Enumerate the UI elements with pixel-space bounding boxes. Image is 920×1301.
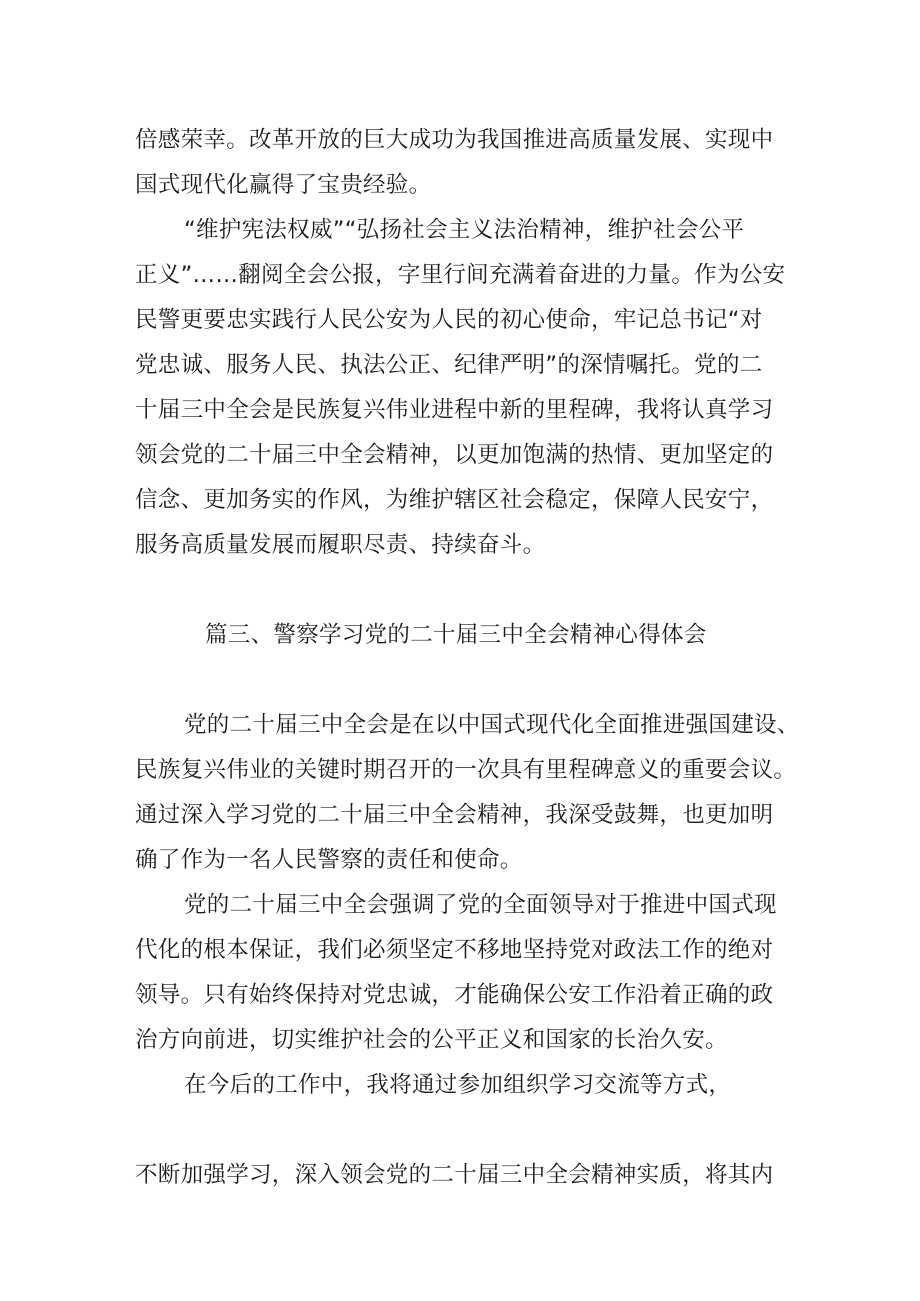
paragraph-1-line-2: 国式现代化赢得了宝贵经验。: [135, 172, 432, 198]
paragraph-2-line-6: 领会党的二十届三中全会精神，以更加饱满的热情、更加坚定的: [135, 442, 774, 468]
paragraph-3-line-3: 通过深入学习党的二十届三中全会精神，我深受鼓舞，也更加明: [135, 802, 774, 828]
paragraph-3-line-2: 民族复兴伟业的关键时期召开的一次具有里程碑意义的重要会议。: [135, 757, 797, 783]
paragraph-4-line-3: 领导。只有始终保持对党忠诚，才能确保公安工作沿着正确的政: [135, 982, 774, 1008]
paragraph-2-line-8: 服务高质量发展而履职尽责、持续奋斗。: [135, 532, 546, 558]
paragraph-3-line-4: 确了作为一名人民警察的责任和使命。: [135, 847, 523, 873]
paragraph-5-line-1: 在今后的工作中，我将通过参加组织学习交流等方式，: [184, 1072, 732, 1098]
paragraph-4-line-4: 治方向前进，切实维护社会的公平正义和国家的长治久安。: [135, 1027, 728, 1053]
paragraph-3-line-1: 党的二十届三中全会是在以中国式现代化全面推进强国建设、: [184, 712, 800, 738]
paragraph-4-line-1: 党的二十届三中全会强调了党的全面领导对于推进中国式现: [184, 892, 777, 918]
paragraph-4-line-2: 代化的根本保证，我们必须坚定不移地坚持党对政法工作的绝对: [135, 937, 774, 963]
section-heading: 篇三、警察学习党的二十届三中全会精神心得体会: [205, 622, 707, 648]
paragraph-2-line-7: 信念、更加务实的作风，为维护辖区社会稳定，保障人民安宁，: [135, 487, 774, 513]
paragraph-6-line-1: 不断加强学习，深入领会党的二十届三中全会精神实质，将其内: [135, 1162, 774, 1188]
paragraph-2-line-1: “维护宪法权威”“弘扬社会主义法治精神，维护社会公平: [184, 217, 745, 243]
paragraph-2-line-4: 党忠诚、服务人民、执法公正、纪律严明”的深情嘱托。党的二: [135, 352, 763, 378]
paragraph-1-line-1: 倍感荣幸。改革开放的巨大成功为我国推进高质量发展、实现中: [135, 127, 774, 153]
paragraph-2-line-2: 正义”……翻阅全会公报，字里行间充满着奋进的力量。作为公安: [135, 262, 786, 288]
paragraph-2-line-3: 民警更要忠实践行人民公安为人民的初心使命，牢记总书记“对: [135, 307, 763, 333]
paragraph-2-line-5: 十届三中全会是民族复兴伟业进程中新的里程碑，我将认真学习: [135, 397, 774, 423]
